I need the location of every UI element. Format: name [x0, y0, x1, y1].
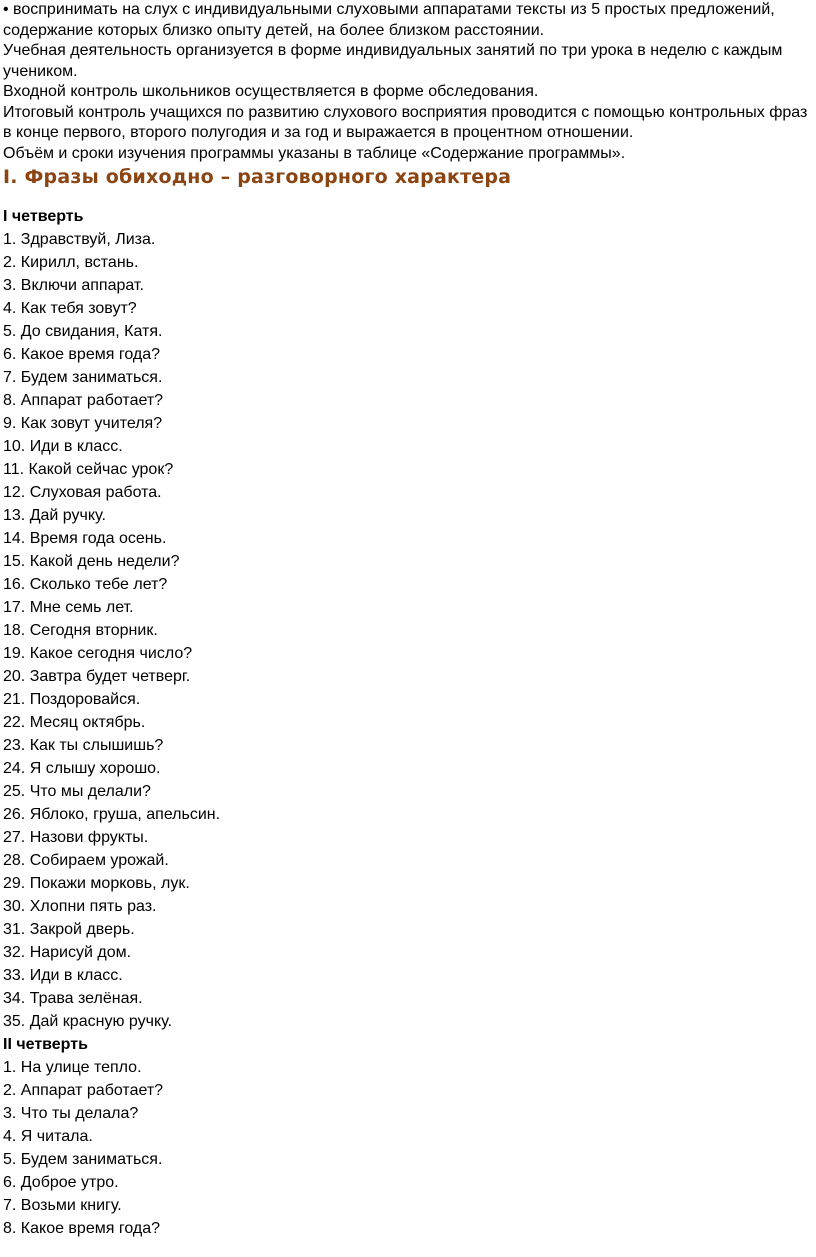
phrase-item: 4. Как тебя зовут? — [3, 300, 137, 317]
quarter-title: I четверть — [3, 208, 84, 225]
intro-paragraph-entry-control: Входной контроль школьников осуществляется в форме обследования. — [3, 83, 539, 100]
phrase-item: 30. Хлопни пять раз. — [3, 898, 157, 915]
intro-text — [3, 0, 811, 164]
phrase-item: 18. Сегодня вторник. — [3, 622, 158, 639]
phrase-item: 11. Какой сейчас урок? — [3, 461, 174, 478]
phrase-item: 28. Собираем урожай. — [3, 852, 169, 869]
phrase-item: 29. Покажи морковь, лук. — [3, 875, 190, 892]
quarter-1 — [3, 205, 811, 1033]
phrase-item: 17. Мне семь лет. — [3, 599, 134, 616]
quarter-2 — [3, 1033, 811, 1240]
quarter-title: II четверть — [3, 1036, 88, 1053]
phrase-item: 5. Будем заниматься. — [3, 1151, 163, 1168]
phrase-item: 4. Я читала. — [3, 1128, 93, 1145]
phrase-item: 9. Как зовут учителя? — [3, 415, 163, 432]
phrase-item: 21. Поздоровайся. — [3, 691, 141, 708]
phrase-item: 7. Будем заниматься. — [3, 369, 163, 386]
intro-paragraph-perception: • воспринимать на слух с индивидуальными слуховыми аппаратами тексты из 5 простых предложений, содержание которых близко опыту детей, на более близком расстоянии. — [3, 1, 775, 39]
phrase-item: 16. Сколько тебе лет? — [3, 576, 168, 593]
phrase-item: 35. Дай красную ручку. — [3, 1013, 172, 1030]
phrase-item: 15. Какой день недели? — [3, 553, 180, 570]
phrase-item: 6. Какое время года? — [3, 346, 160, 363]
phrase-item: 34. Трава зелёная. — [3, 990, 143, 1007]
phrase-item: 20. Завтра будет четверг. — [3, 668, 191, 685]
phrase-list — [3, 1056, 811, 1240]
phrase-item: 1. На улице тепло. — [3, 1059, 142, 1076]
phrase-item: 2. Аппарат работает? — [3, 1082, 164, 1099]
document-page — [3, 0, 811, 1240]
phrase-item: 25. Что мы делали? — [3, 783, 151, 800]
phrase-item: 26. Яблоко, груша, апельсин. — [3, 806, 221, 823]
phrase-item: 22. Месяц октябрь. — [3, 714, 146, 731]
phrase-item: 5. До свидания, Катя. — [3, 323, 163, 340]
phrase-item: 13. Дай ручку. — [3, 507, 106, 524]
phrase-item: 24. Я слышу хорошо. — [3, 760, 161, 777]
phrase-item: 1. Здравствуй, Лиза. — [3, 231, 156, 248]
intro-paragraph-lessons: Учебная деятельность организуется в форме индивидуальных занятий по три урока в неделю с каждым учеником. — [3, 42, 783, 80]
phrase-item: 19. Какое сегодня число? — [3, 645, 193, 662]
section-heading: I. Фразы обиходно – разговорного характера — [3, 166, 512, 188]
intro-paragraph-final-control: Итоговый контроль учащихся по развитию слухового восприятия проводится с помощью контрольных фраз в конце первого, второго полугодия и за год и выражается в процентном отношении. — [3, 103, 808, 141]
phrase-item: 33. Иди в класс. — [3, 967, 123, 984]
phrase-item: 23. Как ты слышишь? — [3, 737, 164, 754]
intro-paragraph-volume: Объём и сроки изучения программы указаны в таблице «Содержание программы». — [3, 144, 626, 162]
phrase-item: 32. Нарисуй дом. — [3, 944, 132, 961]
phrase-item: 8. Аппарат работает? — [3, 392, 164, 409]
phrase-item: 10. Иди в класс. — [3, 438, 123, 455]
phrase-item: 7. Возьми книгу. — [3, 1197, 122, 1214]
phrase-list — [3, 228, 811, 1033]
phrase-item: 6. Доброе утро. — [3, 1174, 119, 1191]
phrase-item: 31. Закрой дверь. — [3, 921, 135, 938]
phrase-item: 12. Слуховая работа. — [3, 484, 162, 501]
phrase-item: 2. Кирилл, встань. — [3, 254, 139, 271]
phrase-item: 3. Что ты делала? — [3, 1105, 139, 1122]
phrase-item: 27. Назови фрукты. — [3, 829, 149, 846]
phrase-item: 14. Время года осень. — [3, 530, 167, 547]
phrase-item: 3. Включи аппарат. — [3, 277, 144, 294]
phrase-item: 8. Какое время года? — [3, 1220, 160, 1237]
